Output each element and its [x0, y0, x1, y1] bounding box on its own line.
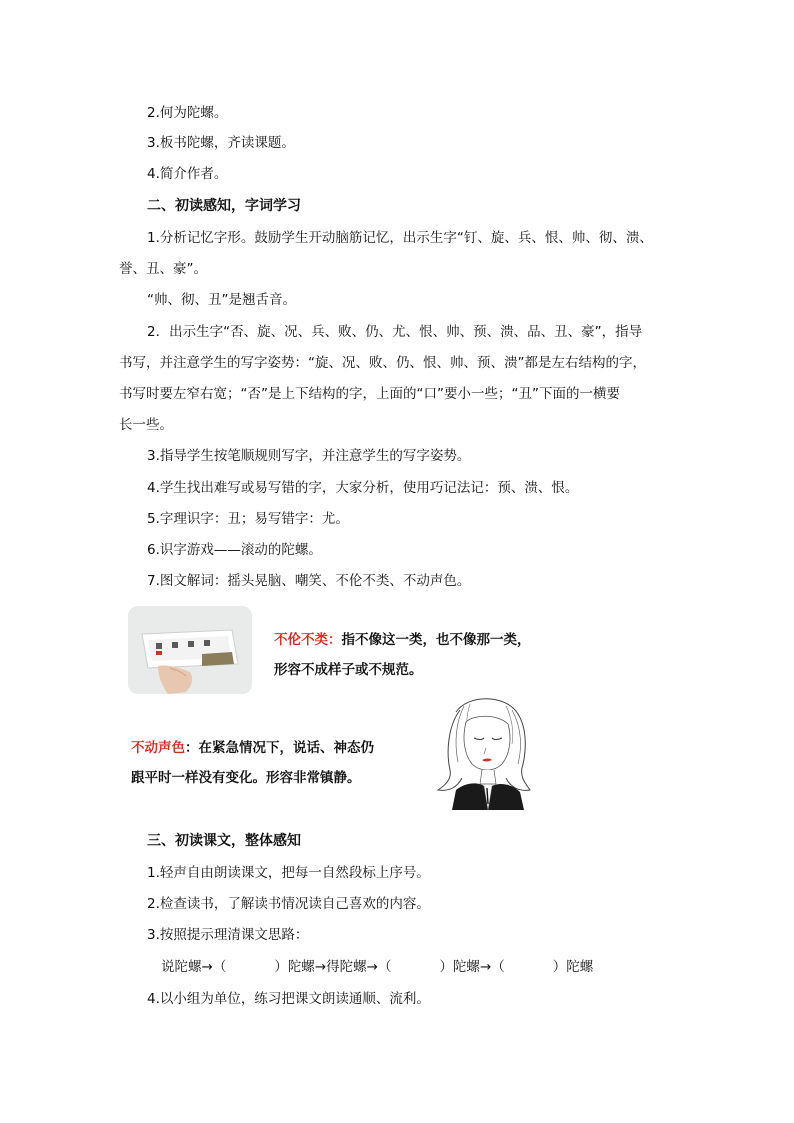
list-item: 4.以小组为单位，练习把课文朗读通顺、流利。: [147, 991, 430, 1007]
flow-step: 陀螺: [566, 959, 594, 975]
section-heading: 三、初读课文，整体感知: [147, 833, 301, 849]
paragraph-line: 长一些。: [119, 417, 173, 433]
paragraph-line: 2．出示生字“否、旋、况、兵、败、仍、尤、恨、帅、预、溃、品、丑、豪”，指导: [147, 324, 643, 340]
term-word: 不动声色: [131, 740, 185, 756]
list-item: 5.字理识字：丑；易写错字：尤。: [147, 511, 349, 527]
blank-close: ）: [274, 959, 288, 975]
blank-open: （: [377, 959, 392, 975]
blank-close: ）: [552, 959, 567, 975]
photo-illustration: [128, 606, 252, 694]
paragraph-line: 书写时要左窄右宽；“否”是上下结构的字，上面的“口”要小一些；“丑”下面的一横要: [119, 386, 620, 402]
list-item: 2.何为陀螺。: [147, 105, 228, 121]
paragraph-line: “帅、彻、丑”是翘舌音。: [147, 292, 296, 308]
girl-sketch: [426, 692, 538, 810]
definition-term1-line2: 形容不成样子或不规范。: [274, 662, 423, 678]
hand-paper-model-photo: [128, 606, 252, 694]
paragraph-line: 1.分析记忆字形。鼓励学生开动脑筋记忆，出示生字“钉、旋、兵、恨、帅、彻、溃、: [147, 230, 653, 246]
list-item: 4.简介作者。: [147, 166, 228, 182]
list-item: 3.板书陀螺，齐读课题。: [147, 135, 295, 151]
definition-term2-line2: 跟平时一样没有变化。形容非常镇静。: [131, 770, 361, 786]
blank-open: （: [491, 959, 505, 975]
flow-step: 说陀螺: [161, 959, 202, 975]
list-item: 6.识字游戏——滚动的陀螺。: [147, 542, 322, 558]
blank-open: （: [212, 959, 227, 975]
list-item: 1.轻声自由朗读课文，把每一自然段标上序号。: [147, 865, 430, 881]
term-definition: 指不像这一类，也不像那一类，: [341, 632, 531, 648]
arrow-icon: →: [366, 959, 378, 975]
term-colon: ：: [328, 632, 342, 648]
calm-girl-illustration: [426, 692, 538, 810]
definition-term1-line1: [274, 625, 531, 655]
arrow-icon: →: [314, 959, 327, 975]
blank-close: ）: [439, 959, 453, 975]
paragraph-line: 誉、丑、豪”。: [119, 261, 207, 277]
arrow-icon: →: [201, 959, 213, 975]
flow-step: 陀螺: [452, 959, 480, 975]
term-word: 不伦不类: [274, 632, 328, 648]
arrow-icon: →: [479, 959, 492, 975]
section-heading: 二、初读感知，字词学习: [147, 198, 301, 214]
list-item: 3.指导学生按笔顺规则写字，并注意学生的写字姿势。: [147, 448, 471, 464]
term-definition: 在紧急情况下，说话、神态仍: [198, 740, 374, 756]
term-colon: ：: [185, 740, 199, 756]
paragraph-line: 书写，并注意学生的写字姿势：“旋、况、败、仍、恨、帅、预、溃”都是左右结构的字，: [119, 355, 646, 371]
flow-step: 得陀螺: [326, 959, 367, 975]
list-item: 4.学生找出难写或易写错的字，大家分析，使用巧记法记：预、溃、恨。: [147, 480, 579, 496]
list-item: 3.按照提示理清课文思路：: [147, 927, 309, 943]
definition-term2-line1: [131, 733, 374, 763]
list-item: 2.检查读书，了解读书情况读自己喜欢的内容。: [147, 896, 430, 912]
list-item: 7.图文解词：摇头晃脑、嘲笑、不伦不类、不动声色。: [147, 573, 471, 589]
flow-step: 陀螺: [287, 959, 315, 975]
story-flow-line: [161, 958, 593, 976]
